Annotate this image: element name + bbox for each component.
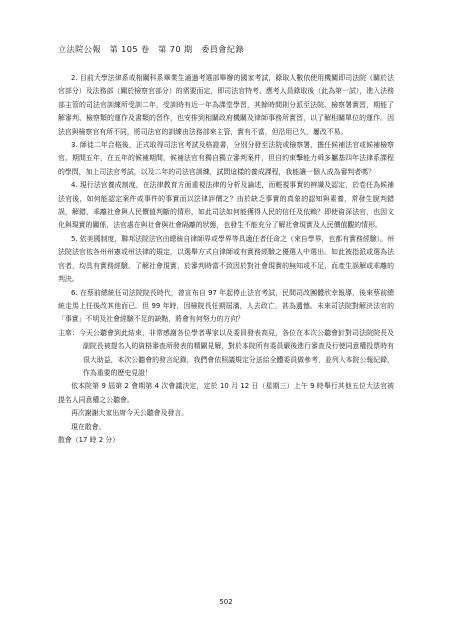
adjournment-time: 散會（17 時 2 分） (58, 435, 120, 444)
paragraph-point-3: 3. 師徒二年合格後，正式取得司法官考試及格證書，分別分發至法院或檢察署，擔任候補法官或候補檢察官。期間五年，在五年的候補期間，候補法官有獨自獨立審判案件，但自約束擊能力舜多屬基四年法律系課程的學問，加上司法官考試，以及二年的司法官訓練，試問這樣的養成課程，我能讓一個人成為審判者嗎？ (58, 141, 394, 176)
document-body (58, 72, 394, 447)
adjourn-announcement: 現在散會。 (71, 422, 106, 431)
paragraph-point-4: 4. 現行法官養成制度，在法律教育方面重視法律的分析及論述，而輕視事實的辨識及認定，於卷任為候補法官後，如何能認定案件或事件的事實而以法律評價之？由於缺乏事實的真象的認知與素養，常發生脫判錯誤，解錯，乖離社會與人民價值判斷的情形，如此司法如何能獲得人民的信任及依賴？即使資深法官，也因文化與現實的關係，法官處在與社會與社會隔離的狀態，也發生不能充分了解社會現實及人民價值觀的情形。 (58, 181, 394, 230)
closing-thanks: 再次謝謝大家出席今天公聽會及發言。 (71, 409, 189, 418)
page-number: 502 (219, 598, 233, 606)
hearing-notice: 依本院第 9 屆第 2 會期第 4 次會議決定，定於 10 月 12 日（星期三）上午 9 時舉行其他五位大法官被提名人同意權之公聽會。 (58, 382, 394, 404)
paragraph-point-6: 6. 在蔡前總統任司法院院長時代，曾宣布自 97 年起停止法官考試，民間司改團體欣幸報導，後來蔡前總統走馬上任後改其他而已。但 99 年時，因檢院長任期屆滿，人去政亡，甚為遺憾。未來司法院對解決法官的「事實」不明及社會經驗不足的缺點，將會有何努力的方向？ (58, 288, 394, 324)
chair-statement: 主席：今天公聽會到此結束，非常感謝各位學者專家以及委員發表高見，各位在本次公聽會針對司法院院長及副院長被提名人的資格審查所發表的精闢見解，對於本院所有委員嚴後進行審查及行使同意權投票時有很大助益，本次公聽會的發言紀錄，我們會依照議規定分送給全體委員做參考，並列入本院公報紀錄，作為重要的歷史見證！ (58, 328, 394, 377)
paragraph-point-2: 2. 目前大學法律系或相關科系畢業生通過考選部舉辦的國家考試，錄取人數依使用機關即司法院（關於法官部分）及法務部（關於檢察官部分）的需要而定，即司法官特考。應考人員錄取後（此為第一試），進入法務部主管的司法官訓練所受訓二年，受訓時有近一年為課堂學習，其餘時間則分派至法院、檢察署實習，期能了解審判、檢察類的運作及書類的習作，也安排到相關政府機關及律師事務所實習，以了解相關單位的運作。因法官與檢察官有所不同，將司法官的訓練由法務部來主管，實有不當，但沿用已久，屢改不易。 (58, 74, 394, 136)
gazette-header: 立法院公報 第 105 卷 第 70 期 委員會紀錄 (58, 44, 245, 54)
paragraph-point-5: 5. 依美國制度，聯邦法院法官由總統自律師界或學界等具適任者任命之（來自學界，也都有實務經驗）。州法院法官依各州州憲或州法律的規定，以選舉方式自律師或有實務經驗之優選人中選出。如此被指派或選為法官者，均具有實務經驗、了解社會現實，於審判時當不致因於對社會現實的無知或不足，而產生誤解或乖離的判決。 (58, 234, 394, 284)
